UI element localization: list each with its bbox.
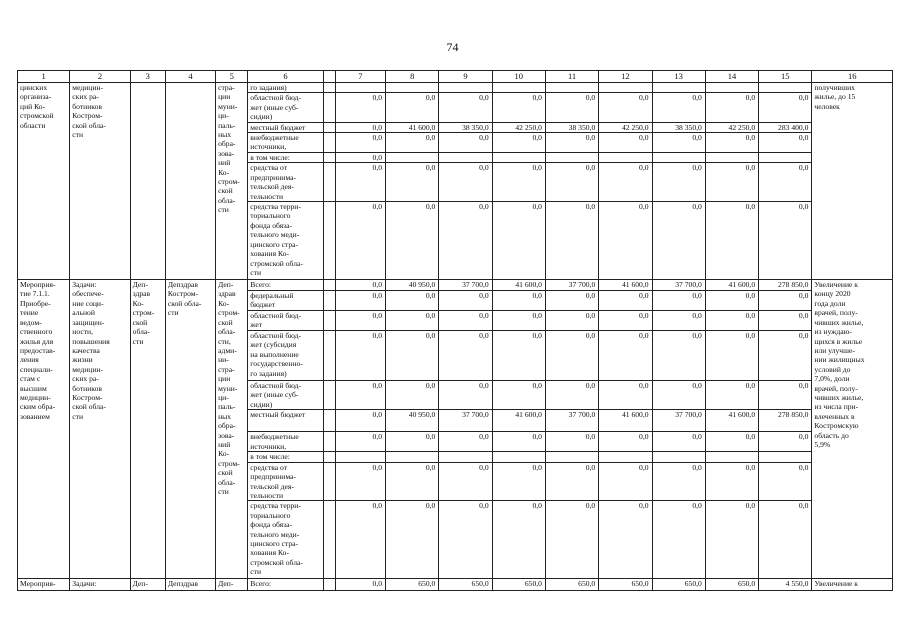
amount-cell: 41 600,0: [386, 122, 439, 132]
amount-cell: [335, 452, 385, 462]
funding-source-label: областной бюд- жет (субсидия на выполнение государственно- го задания): [248, 331, 323, 381]
funding-source-label: Всего:: [248, 280, 323, 291]
amount-cell: 0,0: [335, 462, 385, 501]
amount-cell: 0,0: [652, 501, 705, 579]
page-number: 74: [446, 40, 459, 54]
amount-cell: 0,0: [705, 331, 758, 381]
amount-cell: 0,0: [545, 133, 598, 153]
funding-source-label: федеральный бюджет: [248, 291, 323, 311]
executor-cell: Деп-: [130, 579, 165, 591]
amount-cell: 278 850,0: [759, 410, 812, 432]
column-header: 13: [652, 71, 705, 83]
amount-cell: 0,0: [759, 311, 812, 331]
amount-cell: [492, 153, 545, 163]
amount-cell: [599, 153, 652, 163]
amount-cell: 650,0: [492, 579, 545, 591]
coordinator-cell: [165, 83, 215, 280]
column-header: 7: [335, 71, 385, 83]
funding-source-label: внебюджетные источники,: [248, 133, 323, 153]
funding-source-label: средства от предпринима- тельской дея- тельности: [248, 163, 323, 202]
funding-source-label: в том числе:: [248, 452, 323, 462]
amount-cell: 0,0: [759, 432, 812, 452]
executor-cell: Деп- здрав Ко- стром- ской обла- сти: [130, 280, 165, 579]
table-row: [18, 83, 893, 93]
amount-cell: 0,0: [759, 93, 812, 122]
header-row: [18, 71, 893, 83]
funding-source-label: средства терри- ториального фонда обяза- тельного меди- цинского стра- хования Ко- стромской обла- сти: [248, 501, 323, 579]
amount-cell: 0,0: [335, 93, 385, 122]
task-cell: Задачи:: [70, 579, 130, 591]
amount-cell: 0,0: [335, 280, 385, 291]
amount-cell: 0,0: [439, 163, 492, 202]
amount-cell: 0,0: [705, 133, 758, 153]
column-header: [323, 71, 335, 83]
column-header: 8: [386, 71, 439, 83]
funding-source-label: Всего:: [248, 579, 323, 591]
amount-cell: 41 600,0: [599, 280, 652, 291]
amount-cell: 0,0: [759, 381, 812, 410]
funding-source-label: местный бюджет: [248, 122, 323, 132]
amount-cell: 0,0: [599, 93, 652, 122]
spacer-cell: [323, 432, 335, 452]
amount-cell: 0,0: [759, 202, 812, 280]
participant-cell: Деп-: [216, 579, 248, 591]
amount-cell: [545, 153, 598, 163]
amount-cell: [545, 83, 598, 93]
amount-cell: [599, 452, 652, 462]
amount-cell: 0,0: [386, 291, 439, 311]
amount-cell: 0,0: [335, 163, 385, 202]
amount-cell: 0,0: [492, 163, 545, 202]
amount-cell: 0,0: [439, 331, 492, 381]
amount-cell: 0,0: [492, 381, 545, 410]
amount-cell: 0,0: [652, 462, 705, 501]
amount-cell: 0,0: [599, 163, 652, 202]
coordinator-cell: Депздрав Костром- ской обла- сти: [165, 280, 215, 579]
amount-cell: 0,0: [545, 462, 598, 501]
column-header: 12: [599, 71, 652, 83]
amount-cell: 0,0: [335, 202, 385, 280]
amount-cell: [652, 153, 705, 163]
column-header: 15: [759, 71, 812, 83]
amount-cell: 0,0: [386, 202, 439, 280]
amount-cell: 0,0: [652, 311, 705, 331]
column-header: 1: [18, 71, 70, 83]
spacer-cell: [323, 163, 335, 202]
amount-cell: [705, 452, 758, 462]
amount-cell: 0,0: [652, 93, 705, 122]
amount-cell: 0,0: [545, 202, 598, 280]
amount-cell: 0,0: [759, 291, 812, 311]
amount-cell: 0,0: [386, 331, 439, 381]
spacer-cell: [323, 202, 335, 280]
amount-cell: 0,0: [545, 93, 598, 122]
amount-cell: 0,0: [335, 331, 385, 381]
amount-cell: 0,0: [705, 381, 758, 410]
amount-cell: 0,0: [386, 133, 439, 153]
amount-cell: 0,0: [545, 501, 598, 579]
amount-cell: 37 700,0: [439, 410, 492, 432]
amount-cell: [652, 83, 705, 93]
executor-cell: [130, 83, 165, 280]
program-item-cell: цинских организа- ций Ко- стромской области: [18, 83, 70, 280]
participant-cell: стра- ции муни- ци- паль- ных обра- зова- ний Ко- стром- ской обла- сти: [216, 83, 248, 280]
program-item-cell: Мероприя-: [18, 579, 70, 591]
amount-cell: [386, 153, 439, 163]
table-row: [18, 280, 893, 291]
amount-cell: 0,0: [439, 381, 492, 410]
column-header: 9: [439, 71, 492, 83]
amount-cell: 0,0: [652, 381, 705, 410]
amount-cell: 40 950,0: [386, 280, 439, 291]
task-cell: медицин- ских ра- ботников Костром- ской обла- сти: [70, 83, 130, 280]
amount-cell: 0,0: [652, 331, 705, 381]
amount-cell: 0,0: [335, 501, 385, 579]
amount-cell: 41 600,0: [492, 280, 545, 291]
participant-cell: Деп- здрав Ко- стром- ской обла- сти, адми- ни- стра- ции муни- ци- паль- ных обра- зова- ний Ко- стром- ской обла- сти: [216, 280, 248, 579]
amount-cell: 0,0: [759, 133, 812, 153]
result-cell: получивших жилье, до 15 человек: [812, 83, 893, 280]
amount-cell: 0,0: [439, 432, 492, 452]
spacer-cell: [323, 410, 335, 432]
amount-cell: 0,0: [545, 381, 598, 410]
amount-cell: 0,0: [439, 291, 492, 311]
spacer-cell: [323, 83, 335, 93]
amount-cell: 0,0: [439, 202, 492, 280]
amount-cell: [759, 83, 812, 93]
amount-cell: 38 350,0: [545, 122, 598, 132]
amount-cell: 0,0: [759, 462, 812, 501]
amount-cell: 37 700,0: [652, 280, 705, 291]
amount-cell: 0,0: [439, 133, 492, 153]
amount-cell: 0,0: [705, 501, 758, 579]
amount-cell: 0,0: [599, 311, 652, 331]
amount-cell: 0,0: [652, 163, 705, 202]
amount-cell: 283 400,0: [759, 122, 812, 132]
amount-cell: 0,0: [439, 462, 492, 501]
amount-cell: [439, 83, 492, 93]
amount-cell: 0,0: [652, 202, 705, 280]
amount-cell: 650,0: [439, 579, 492, 591]
amount-cell: 0,0: [705, 163, 758, 202]
amount-cell: 0,0: [705, 311, 758, 331]
amount-cell: 0,0: [652, 432, 705, 452]
amount-cell: 0,0: [705, 291, 758, 311]
amount-cell: [705, 83, 758, 93]
spacer-cell: [323, 280, 335, 291]
spacer-cell: [323, 381, 335, 410]
amount-cell: 0,0: [335, 133, 385, 153]
spacer-cell: [323, 452, 335, 462]
amount-cell: 37 700,0: [545, 410, 598, 432]
amount-cell: 41 600,0: [705, 410, 758, 432]
amount-cell: 0,0: [335, 579, 385, 591]
amount-cell: 0,0: [759, 501, 812, 579]
amount-cell: 4 550,0: [759, 579, 812, 591]
amount-cell: 0,0: [705, 202, 758, 280]
amount-cell: 0,0: [599, 133, 652, 153]
amount-cell: 0,0: [439, 501, 492, 579]
task-cell: Задачи: обеспече- ние соци- альной защищен- ности, повышения качества жизни медицин- ских ра- ботников Костром- ской обла- сти: [70, 280, 130, 579]
amount-cell: 38 350,0: [439, 122, 492, 132]
amount-cell: 0,0: [492, 462, 545, 501]
spacer-cell: [323, 501, 335, 579]
spacer-cell: [323, 291, 335, 311]
spacer-cell: [323, 153, 335, 163]
amount-cell: 0,0: [335, 432, 385, 452]
amount-cell: 0,0: [335, 153, 385, 163]
amount-cell: [652, 452, 705, 462]
amount-cell: 0,0: [705, 93, 758, 122]
amount-cell: 0,0: [599, 381, 652, 410]
amount-cell: 0,0: [335, 311, 385, 331]
amount-cell: [759, 153, 812, 163]
funding-source-label: внебюджетные источники,: [248, 432, 323, 452]
amount-cell: 0,0: [599, 331, 652, 381]
amount-cell: 0,0: [386, 93, 439, 122]
column-header: 11: [545, 71, 598, 83]
amount-cell: 0,0: [386, 432, 439, 452]
amount-cell: 0,0: [545, 331, 598, 381]
program-item-cell: Мероприя- тие 7.1.1. Приобре- тение ведом- ственного жилья для предостав- ления специали- стам с высшим медицин- ским обра- зованием: [18, 280, 70, 579]
spacer-cell: [323, 122, 335, 132]
table-row: [18, 579, 893, 591]
result-cell: Увеличение к концу 2020 года доли врачей, полу- чивших жилье, из нуждаю- щихся в жилье или улучше- нии жилищных условий до 7,0%, доли врачей, полу- чивших жилье, из числа при- влеченных в Костромскую область до 5,9%: [812, 280, 893, 579]
funding-source-label: областной бюд- жет (иные суб- сидии): [248, 381, 323, 410]
amount-cell: 40 950,0: [386, 410, 439, 432]
amount-cell: 0,0: [599, 501, 652, 579]
amount-cell: 278 850,0: [759, 280, 812, 291]
amount-cell: 37 700,0: [652, 410, 705, 432]
spacer-cell: [323, 579, 335, 591]
amount-cell: [545, 452, 598, 462]
amount-cell: 0,0: [652, 291, 705, 311]
amount-cell: [599, 83, 652, 93]
amount-cell: 0,0: [759, 163, 812, 202]
amount-cell: 42 250,0: [492, 122, 545, 132]
amount-cell: 0,0: [335, 122, 385, 132]
funding-source-label: местный бюджет: [248, 410, 323, 432]
amount-cell: 0,0: [545, 163, 598, 202]
amount-cell: 0,0: [492, 331, 545, 381]
amount-cell: 650,0: [386, 579, 439, 591]
funding-source-label: в том числе:: [248, 153, 323, 163]
amount-cell: 0,0: [545, 432, 598, 452]
spacer-cell: [323, 133, 335, 153]
amount-cell: 0,0: [335, 410, 385, 432]
amount-cell: [492, 83, 545, 93]
amount-cell: 0,0: [759, 331, 812, 381]
amount-cell: 0,0: [386, 501, 439, 579]
amount-cell: 0,0: [439, 93, 492, 122]
column-header: 3: [130, 71, 165, 83]
amount-cell: 650,0: [652, 579, 705, 591]
amount-cell: 0,0: [335, 381, 385, 410]
amount-cell: 0,0: [599, 202, 652, 280]
amount-cell: [492, 452, 545, 462]
amount-cell: [759, 452, 812, 462]
amount-cell: 0,0: [599, 291, 652, 311]
column-header: 2: [70, 71, 130, 83]
amount-cell: 0,0: [492, 93, 545, 122]
amount-cell: 0,0: [492, 311, 545, 331]
amount-cell: 650,0: [705, 579, 758, 591]
column-header: 16: [812, 71, 893, 83]
amount-cell: 0,0: [335, 291, 385, 311]
amount-cell: 0,0: [705, 432, 758, 452]
amount-cell: 42 250,0: [705, 122, 758, 132]
amount-cell: 0,0: [599, 462, 652, 501]
spacer-cell: [323, 311, 335, 331]
amount-cell: 0,0: [492, 202, 545, 280]
amount-cell: [386, 83, 439, 93]
amount-cell: 0,0: [439, 311, 492, 331]
amount-cell: 38 350,0: [652, 122, 705, 132]
amount-cell: [335, 83, 385, 93]
amount-cell: [705, 153, 758, 163]
column-header: 4: [165, 71, 215, 83]
amount-cell: 650,0: [545, 579, 598, 591]
amount-cell: 41 600,0: [705, 280, 758, 291]
amount-cell: 0,0: [386, 462, 439, 501]
amount-cell: [439, 153, 492, 163]
amount-cell: 0,0: [386, 311, 439, 331]
amount-cell: 41 600,0: [599, 410, 652, 432]
amount-cell: 0,0: [545, 311, 598, 331]
amount-cell: 650,0: [599, 579, 652, 591]
column-header: 10: [492, 71, 545, 83]
funding-source-label: го задания): [248, 83, 323, 93]
amount-cell: 0,0: [705, 462, 758, 501]
spacer-cell: [323, 462, 335, 501]
program-table: [17, 70, 893, 591]
spacer-cell: [323, 331, 335, 381]
coordinator-cell: Депздрав: [165, 579, 215, 591]
amount-cell: 0,0: [492, 291, 545, 311]
amount-cell: 0,0: [545, 291, 598, 311]
column-header: 6: [248, 71, 323, 83]
amount-cell: 0,0: [492, 432, 545, 452]
amount-cell: 37 700,0: [439, 280, 492, 291]
amount-cell: 0,0: [492, 501, 545, 579]
funding-source-label: областной бюд- жет (иные суб- сидии): [248, 93, 323, 122]
amount-cell: 0,0: [652, 133, 705, 153]
amount-cell: [439, 452, 492, 462]
funding-source-label: средства от предпринима- тельской дея- тельности: [248, 462, 323, 501]
amount-cell: 0,0: [599, 432, 652, 452]
amount-cell: 37 700,0: [545, 280, 598, 291]
amount-cell: [386, 452, 439, 462]
amount-cell: 0,0: [492, 133, 545, 153]
amount-cell: 41 600,0: [492, 410, 545, 432]
column-header: 14: [705, 71, 758, 83]
column-header: 5: [216, 71, 248, 83]
amount-cell: 0,0: [386, 381, 439, 410]
amount-cell: 0,0: [386, 163, 439, 202]
amount-cell: 42 250,0: [599, 122, 652, 132]
spacer-cell: [323, 93, 335, 122]
funding-source-label: областной бюд- жет: [248, 311, 323, 331]
result-cell: Увеличение к: [812, 579, 893, 591]
funding-source-label: средства терри- ториального фонда обяза- тельного меди- цинского стра- хования Ко- стромской обла- сти: [248, 202, 323, 280]
